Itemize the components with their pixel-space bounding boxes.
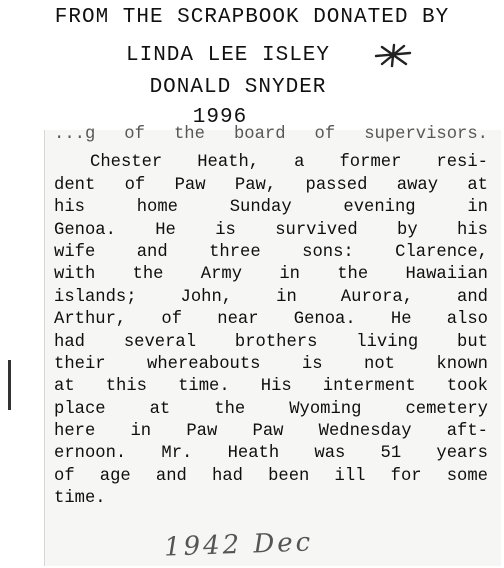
text-line: with the Army in the Hawaiian [54, 265, 488, 285]
text-line: Genoa. He is survived by his [54, 220, 488, 240]
text-line: islands; John, in Aurora, and [54, 287, 488, 307]
donor-name-1: LINDA LEE ISLEY [125, 44, 331, 67]
handwritten-star-mark [374, 42, 414, 68]
handwritten-date-note: 1942 Dec [163, 527, 314, 563]
margin-mark [8, 360, 11, 410]
text-line: here in Paw Paw Wednesday aft- [54, 422, 488, 442]
text-line: wife and three sons: Clarence, [54, 242, 488, 262]
text-line: his home Sunday evening in [54, 198, 488, 218]
text-line: their whereabouts is not known [54, 354, 488, 374]
text-line: at this time. His interment took [54, 377, 488, 397]
text-line: place at the Wyoming cemetery [54, 399, 488, 419]
obituary-text [44, 125, 494, 511]
text-line: of age and had been ill for some [54, 466, 488, 486]
text-line: Arthur, of near Genoa. He also [54, 310, 488, 330]
text-line: ernoon. Mr. Heath was 51 years [54, 444, 488, 464]
text-line: dent of Paw Paw, passed away at [54, 175, 488, 195]
text-line: had several brothers living but [54, 332, 488, 352]
scrapbook-source-line: FROM THE SCRAPBOOK DONATED BY [54, 6, 450, 29]
text-line: time. [54, 489, 106, 509]
text-line: Chester Heath, a former resi- [90, 153, 488, 173]
donor-name-2: DONALD SNYDER [149, 76, 327, 99]
donation-year: 1996 [192, 106, 248, 129]
text-line: ...g of the board of supervisors. [54, 125, 488, 144]
